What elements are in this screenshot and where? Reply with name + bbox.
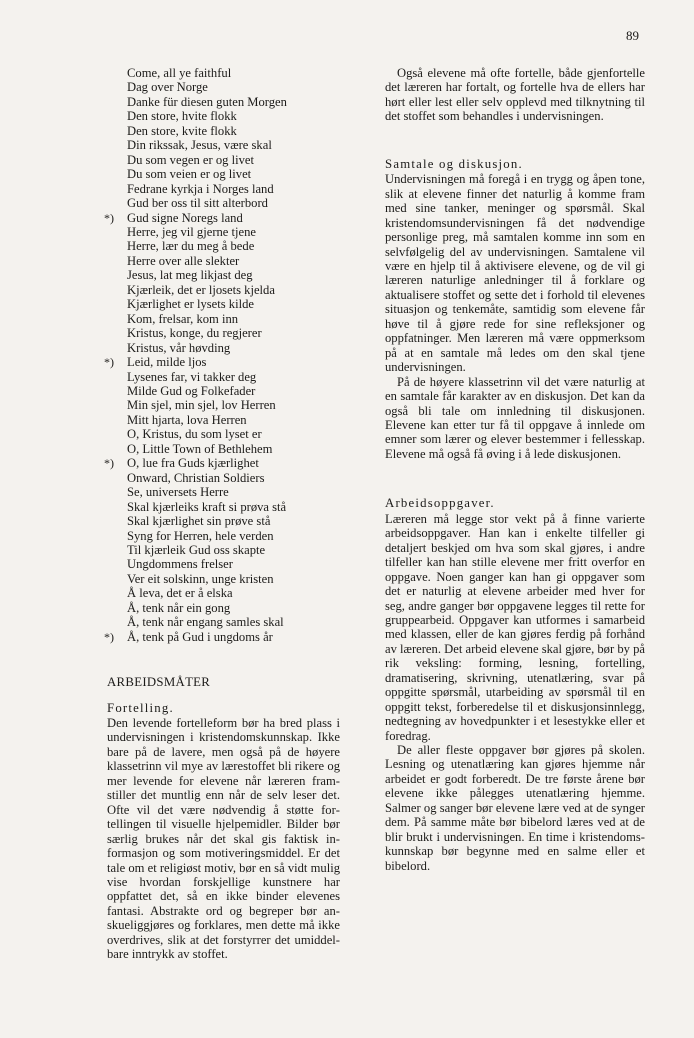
asterisk-mark: *) bbox=[104, 355, 114, 370]
song-title-text: Kristus, vår høvding bbox=[127, 340, 231, 355]
song-title bbox=[127, 427, 340, 441]
song-title bbox=[127, 138, 340, 152]
song-title-text: Gud ber oss til sitt alterbord bbox=[127, 196, 268, 211]
arbeid-heading: Arbeidsoppgaver. bbox=[385, 496, 495, 511]
song-title bbox=[127, 283, 340, 297]
song-title-text: Herre over alle slekter bbox=[127, 253, 240, 268]
song-title-text: Lysenes far, vi takker deg bbox=[127, 369, 257, 384]
arbeid-paragraph-2: De aller fleste oppgaver bør gjøres på skolen. Lesning og utenatlæring kan gjøres hjemme når arbeidet er godt forberedt. De tre første årene bør elevene ikke pålegges utenatlæring hjemme. Salmer og sanger bør elevene lære ved at de synger dem. På samme måte bør bibelord læres ved at de blir brukt i undervisningen. En time i kristendomskunnskap bør begynne med en salme eller et bibelord. bbox=[385, 743, 645, 873]
song-title bbox=[127, 80, 340, 94]
song-title-text: O, Kristus, du som lyset er bbox=[127, 427, 262, 442]
song-title-text: Ver eit solskinn, unge kristen bbox=[127, 571, 274, 586]
song-title bbox=[127, 543, 340, 557]
song-title bbox=[127, 557, 340, 571]
song-title bbox=[104, 210, 340, 225]
song-title bbox=[127, 124, 340, 138]
song-title bbox=[104, 456, 340, 471]
song-title-text: Se, universets Herre bbox=[127, 485, 229, 500]
song-title bbox=[127, 225, 340, 239]
song-title-text: Herre, jeg vil gjerne tjene bbox=[127, 224, 257, 239]
song-title-text: Den store, hvite flokk bbox=[127, 109, 237, 124]
song-title-text: Onward, Christian Soldiers bbox=[127, 470, 265, 485]
asterisk-mark: *) bbox=[104, 210, 114, 225]
song-title-text: Gud signe Noregs land bbox=[127, 210, 243, 225]
song-title bbox=[127, 586, 340, 600]
song-title-text: Ungdommens frelser bbox=[127, 557, 233, 572]
song-title-text: Syng for Herren, hele verden bbox=[127, 528, 274, 543]
song-title bbox=[127, 413, 340, 427]
fortelling-heading: Fortelling. bbox=[107, 700, 174, 715]
song-title-text: Jesus, lat meg likjast deg bbox=[127, 268, 253, 283]
song-title-text: Den store, kvite flokk bbox=[127, 123, 237, 138]
song-title bbox=[127, 297, 340, 311]
song-title bbox=[127, 268, 340, 282]
song-title bbox=[104, 355, 340, 370]
song-title bbox=[127, 95, 340, 109]
right-column bbox=[385, 66, 645, 873]
song-title-text: Leid, milde ljos bbox=[127, 355, 207, 370]
song-title bbox=[127, 239, 340, 253]
song-title bbox=[127, 442, 340, 456]
song-title-text: Kjærleik, det er ljosets kjelda bbox=[127, 282, 275, 297]
section-heading: ARBEIDSMÅTER bbox=[107, 675, 211, 690]
song-title-text: Dag over Norge bbox=[127, 80, 208, 95]
samtale-paragraph: Undervisningen må foregå i en trygg og åpen tone, slik at elevene finner det naturlig å komme fram med sine tanker, meninger og spørsmål. Skal kristendomsundervisningen få det nødvendige personlige preg, må samtalen komme inn som en selvfølgelig del av undervisningen. Samtalene vil være en hjelp til å aktivisere elevene, og de vil gi læreren naturlige anledninger til å forklare og aktualisere stoffet og sette det i forhold til elevenes situasjon og tenkemåte, samtidig som elevene får høve til å gjøre rede for sine refleksjoner og oppfatninger. Men læreren må være oppmerksom på at en samtale må ledes om den skal tjene undervisningen. bbox=[385, 172, 645, 375]
asterisk-mark: *) bbox=[104, 456, 114, 471]
song-title bbox=[127, 254, 340, 268]
song-title bbox=[127, 341, 340, 355]
song-title bbox=[127, 601, 340, 615]
song-title-text: Mitt hjarta, lova Herren bbox=[127, 412, 247, 427]
song-title bbox=[127, 167, 340, 181]
song-title bbox=[127, 471, 340, 485]
song-title-text: Skal kjærleiks kraft si prøva stå bbox=[127, 499, 287, 514]
song-title bbox=[127, 153, 340, 167]
song-title-text: Du som veien er og livet bbox=[127, 167, 252, 182]
song-title-text: Herre, lær du meg å bede bbox=[127, 239, 255, 254]
song-title bbox=[104, 629, 340, 644]
song-title-text: Å leva, det er å elska bbox=[127, 586, 233, 601]
left-column bbox=[104, 66, 340, 962]
song-list bbox=[104, 66, 340, 644]
song-title bbox=[127, 370, 340, 384]
song-title bbox=[127, 196, 340, 210]
song-title bbox=[127, 485, 340, 499]
song-title-text: Kjærlighet er lysets kilde bbox=[127, 297, 254, 312]
song-title bbox=[127, 398, 340, 412]
arbeid-paragraph: Læreren må legge stor vekt på å finne varierte arbeidsoppgaver. Han kan i enkelte tilfeller gi detaljert beskjed om hva som skal gjøres, i andre tilfeller kan han stille elevene mer fritt overfor en oppgave. Noen ganger kan han gi oppgaver som det er naturlig at elevene arbeider med hver for seg, andre ganger bør oppgavene legges til rette for gruppearbeid. Oppgaver kan utformes i samarbeid med klassen, eller de kan gjøres ferdig på forhånd av læreren. Det arbeid elevene skal gjøre, bør by på rik veksling: forming, lesning, fortelling, dramatisering, skrivning, utenatlæring, svar på oppgitte spørsmål, utarbeiding av spørsmål til en oppgitt tekst, forberedelse til et diskusjonsinnlegg, nedtegning av hovedpunkter i et lesestykke eller et foredrag. bbox=[385, 511, 645, 743]
song-title-text: Kom, frelsar, kom inn bbox=[127, 311, 239, 326]
song-title-text: Skal kjærlighet sin prøve stå bbox=[127, 514, 271, 529]
samtale-heading: Samtale og diskusjon. bbox=[385, 156, 523, 171]
song-title bbox=[127, 529, 340, 543]
song-title bbox=[127, 312, 340, 326]
song-title-text: Din rikssak, Jesus, være skal bbox=[127, 138, 272, 153]
song-title bbox=[127, 500, 340, 514]
page-number: 89 bbox=[626, 28, 639, 43]
asterisk-mark: *) bbox=[104, 629, 114, 644]
fortelling-paragraph-continued: Også elevene må ofte fortelle, både gjenfortelle det læreren har fortalt, og fortelle hva de ellers har hørt eller lest eller selv opplevd med tilknytning til det stoffet som behandles i undervisningen. bbox=[385, 66, 645, 124]
song-title bbox=[127, 66, 340, 80]
song-title bbox=[127, 615, 340, 629]
song-title-text: Come, all ye faithful bbox=[127, 66, 232, 80]
song-title bbox=[127, 109, 340, 123]
song-title-text: Kristus, konge, du regjerer bbox=[127, 326, 262, 341]
fortelling-paragraph: Den levende fortelleform bør ha bred plass i undervisningen i kristendomskunnskap. Ikke bare på de lavere, men også på de høyere klassetrinn vil mye av lærestoffet bli rikere og mer levende for elevene når læreren framstiller det muntlig enn når de selv leser det. Ofte vil det være nødvendig å støtte fortellingen til visuelle hjelpemidler. Bilder bør særlig brukes når det skal gis faktisk informasjon og som motiveringsmiddel. Er det tale om et religiøst motiv, bør en så vidt mulig vise hvordan forskjellige kunstnere har oppfattet det, så en ikke binder elevenes fantasi. Abstrakte ord og begreper bør anskueliggjøres og forklares, men dette må ikke overdrives, slik at det forstyrrer det umiddelbare inntrykk av stoffet. bbox=[107, 716, 340, 962]
song-title-text: Danke für diesen guten Morgen bbox=[127, 94, 287, 109]
song-title-text: Du som vegen er og livet bbox=[127, 152, 254, 167]
song-title bbox=[127, 326, 340, 340]
song-title-text: Å, tenk når engang samles skal bbox=[127, 615, 284, 630]
song-title-text: Å, tenk når ein gong bbox=[127, 600, 231, 615]
song-title bbox=[127, 182, 340, 196]
song-title-text: Å, tenk på Gud i ungdoms år bbox=[127, 629, 273, 644]
song-title-text: Milde Gud og Folkefader bbox=[127, 383, 256, 398]
song-title-text: Til kjærleik Gud oss skapte bbox=[127, 542, 266, 557]
song-title-text: Min sjel, min sjel, lov Herren bbox=[127, 398, 276, 413]
song-title bbox=[127, 514, 340, 528]
song-title-text: O, lue fra Guds kjærlighet bbox=[127, 456, 259, 471]
song-title-text: Fedrane kyrkja i Norges land bbox=[127, 181, 274, 196]
song-title-text: O, Little Town of Bethlehem bbox=[127, 441, 273, 456]
song-title bbox=[127, 572, 340, 586]
samtale-paragraph-2: På de høyere klassetrinn vil det være naturlig at en samtale får karakter av en diskusjon. Det kan da også bli tale om innledning til diskusjonen. Elevene kan etter tur få til oppgave å innlede om emner som lærer og elever bestemmer i fellesskap. Elevene må også få øving i å lede diskusjonen. bbox=[385, 374, 645, 461]
song-title bbox=[127, 384, 340, 398]
